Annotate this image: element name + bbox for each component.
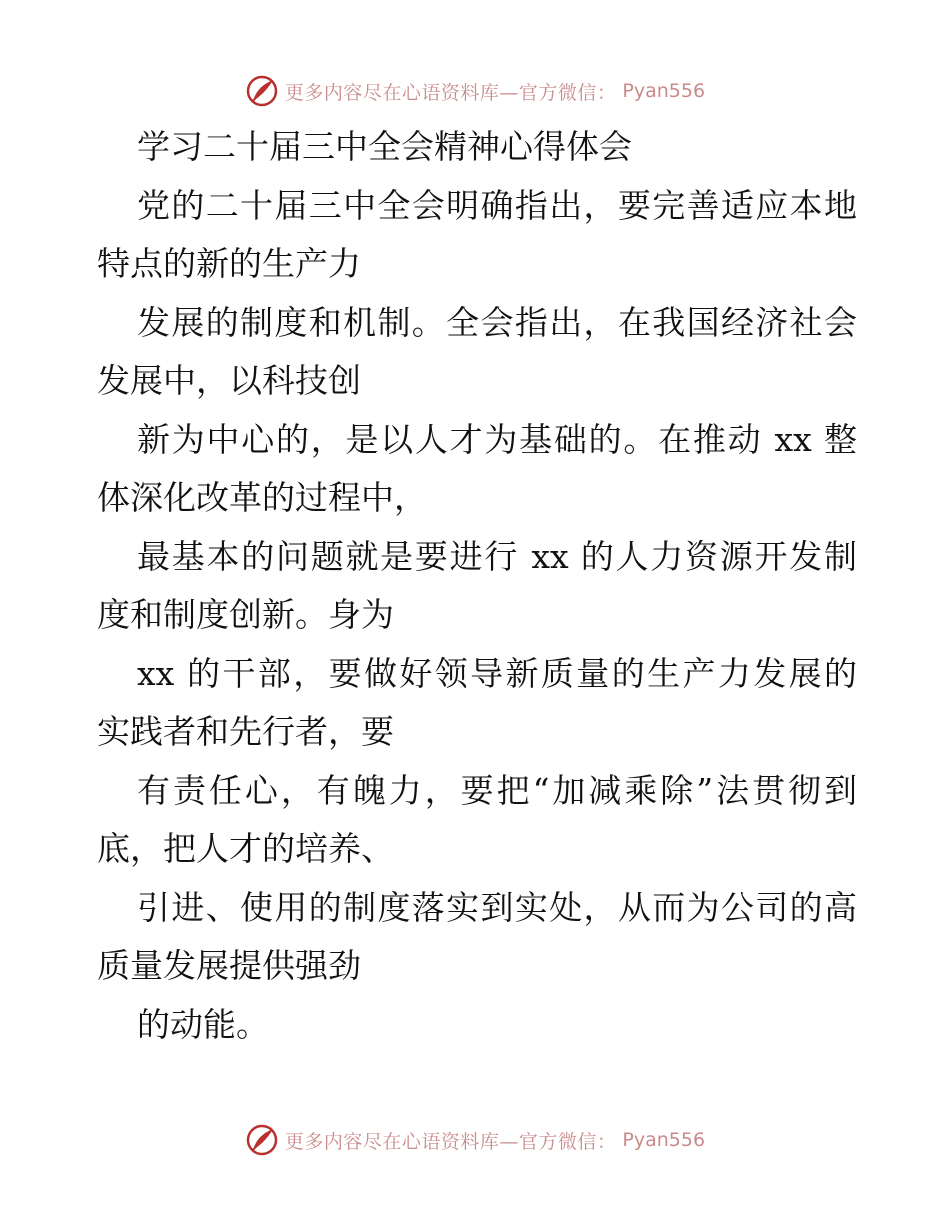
paragraph-line: 的动能。 — [137, 1004, 269, 1044]
paragraph-line: 底，把人才的培养、 — [97, 829, 394, 868]
paragraph-line: 特点的新的生产力 — [97, 244, 361, 283]
quill-logo-icon — [245, 1123, 279, 1157]
paragraph-line: 有责任心，有魄力，要把“加减乘除”法贯彻到 — [137, 770, 857, 810]
banner-wechat-id: Pyan556 — [622, 80, 706, 102]
paragraph-line: 质量发展提供强劲 — [97, 946, 361, 985]
paragraph-line: 党的二十届三中全会明确指出，要完善适应本地 — [137, 185, 857, 225]
paragraph-line: 体深化改革的过程中， — [97, 478, 427, 517]
header-banner — [0, 71, 950, 111]
footer-banner — [0, 1120, 950, 1160]
banner-text: 更多内容尽在心语资料库—官方微信： — [284, 81, 617, 104]
paragraph-line: 度和制度创新。身为 — [97, 595, 394, 634]
banner-text: 更多内容尽在心语资料库—官方微信： — [284, 1130, 617, 1153]
paragraph-line: 最基本的问题就是要进行 xx 的人力资源开发制 — [137, 536, 857, 576]
paragraph-line: 实践者和先行者，要 — [97, 712, 394, 751]
document-title: 学习二十届三中全会精神心得体会 — [137, 127, 632, 166]
quill-logo-icon — [245, 74, 279, 108]
paragraph-line: 新为中心的，是以人才为基础的。在推动 xx 整 — [137, 419, 857, 459]
banner-wechat-id: Pyan556 — [622, 1129, 706, 1151]
document-body — [97, 118, 857, 1054]
paragraph-line: 发展中，以科技创 — [97, 361, 361, 400]
paragraph-line: 发展的制度和机制。全会指出，在我国经济社会 — [137, 302, 857, 342]
paragraph-line: 引进、使用的制度落实到实处，从而为公司的高 — [137, 887, 857, 927]
paragraph-line: xx 的干部，要做好领导新质量的生产力发展的 — [137, 653, 857, 693]
